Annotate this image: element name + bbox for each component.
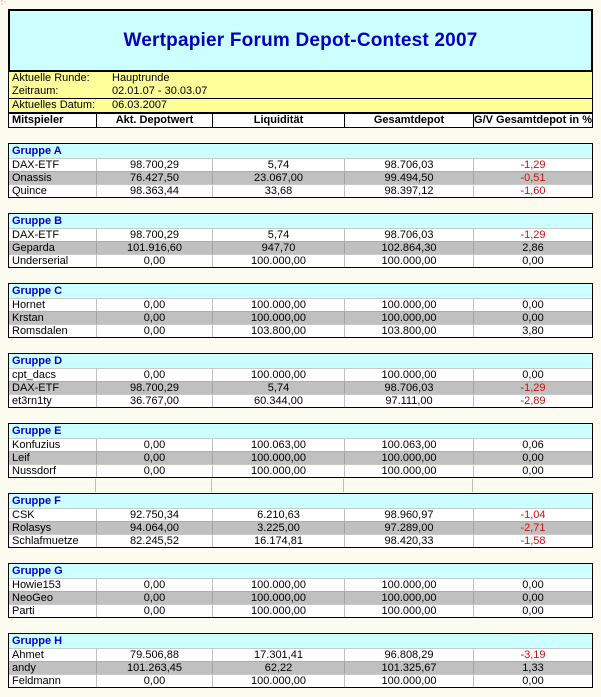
info-label-zeitraum: Zeitraum: xyxy=(12,85,59,97)
cell-liquiditaet: 100.000,00 xyxy=(212,369,344,381)
cell-mitspieler: Rolasys xyxy=(12,522,52,534)
info-box-round xyxy=(8,72,593,99)
cell-gesamtdepot: 99.494,50 xyxy=(344,172,473,184)
info-label-datum: Aktuelles Datum: xyxy=(12,99,96,111)
cell-gesamtdepot: 98.960,97 xyxy=(344,509,473,521)
group-box xyxy=(8,563,593,618)
group-box xyxy=(8,353,593,408)
cell-mitspieler: Quince xyxy=(12,185,47,197)
cell-liquiditaet: 100.000,00 xyxy=(212,592,344,604)
cell-gesamtdepot: 103.800,00 xyxy=(344,325,473,337)
cell-liquiditaet: 100.000,00 xyxy=(212,605,344,617)
cell-akt-depotwert: 79.506,88 xyxy=(96,649,212,661)
group-box xyxy=(8,633,593,688)
cell-gesamtdepot: 98.420,33 xyxy=(344,535,473,547)
cell-liquiditaet: 23.067,00 xyxy=(212,172,344,184)
cell-gesamtdepot: 97.289,00 xyxy=(344,522,473,534)
player-row xyxy=(9,158,592,171)
cell-gesamtdepot: 100.000,00 xyxy=(344,312,473,324)
cell-gesamtdepot: 100.000,00 xyxy=(344,579,473,591)
cell-gv-prozent: -1,58 xyxy=(473,535,592,547)
cell-gesamtdepot: 97.111,00 xyxy=(344,395,473,407)
cell-akt-depotwert: 0,00 xyxy=(96,452,212,464)
cell-gv-prozent: 0,00 xyxy=(473,255,592,267)
cell-akt-depotwert: 0,00 xyxy=(96,299,212,311)
cell-gesamtdepot: 101.325,67 xyxy=(344,662,473,674)
player-row xyxy=(9,368,592,381)
cell-mitspieler: cpt_dacs xyxy=(12,369,57,381)
cell-liquiditaet: 100.063,00 xyxy=(212,439,344,451)
cell-akt-depotwert: 0,00 xyxy=(96,312,212,324)
empty-bordered-row xyxy=(8,478,593,493)
cell-mitspieler: DAX-ETF xyxy=(12,382,60,394)
cell-liquiditaet: 100.000,00 xyxy=(212,579,344,591)
player-row xyxy=(9,674,592,687)
header-akt-depotwert: Akt. Depotwert xyxy=(96,114,212,127)
cell-liquiditaet: 6.210,63 xyxy=(212,509,344,521)
group-title: Gruppe F xyxy=(9,494,592,508)
cell-gesamtdepot: 98.706,03 xyxy=(344,382,473,394)
cell-liquiditaet: 17.301,41 xyxy=(212,649,344,661)
cell-gv-prozent: 1,33 xyxy=(473,662,592,674)
cell-mitspieler: Leif xyxy=(12,452,30,464)
cell-mitspieler: Underserial xyxy=(12,255,69,267)
cell-mitspieler: Howie153 xyxy=(12,579,61,591)
cell-liquiditaet: 100.000,00 xyxy=(212,255,344,267)
cell-mitspieler: DAX-ETF xyxy=(12,229,60,241)
cell-akt-depotwert: 0,00 xyxy=(96,325,212,337)
cell-gv-prozent: 0,00 xyxy=(473,605,592,617)
cell-gesamtdepot: 100.000,00 xyxy=(344,605,473,617)
cell-liquiditaet: 33,68 xyxy=(212,185,344,197)
cell-akt-depotwert: 0,00 xyxy=(96,465,212,477)
cell-mitspieler: andy xyxy=(12,662,36,674)
page-title: Wertpapier Forum Depot-Contest 2007 xyxy=(123,29,478,51)
cell-gv-prozent: -1,29 xyxy=(473,229,592,241)
group-title: Gruppe G xyxy=(9,564,592,578)
cell-akt-depotwert: 98.700,29 xyxy=(96,382,212,394)
player-row xyxy=(9,438,592,451)
cell-gv-prozent: 0,00 xyxy=(473,312,592,324)
cell-akt-depotwert: 0,00 xyxy=(96,439,212,451)
cell-liquiditaet: 100.000,00 xyxy=(212,675,344,687)
player-row xyxy=(9,298,592,311)
cell-gesamtdepot: 100.000,00 xyxy=(344,452,473,464)
spreadsheet xyxy=(8,9,593,688)
cell-akt-depotwert: 101.916,60 xyxy=(96,242,212,254)
cell-akt-depotwert: 0,00 xyxy=(96,605,212,617)
cell-mitspieler: CSK xyxy=(12,509,35,521)
cell-gv-prozent: -1,60 xyxy=(473,185,592,197)
cell-liquiditaet: 100.000,00 xyxy=(212,312,344,324)
cell-gesamtdepot: 100.000,00 xyxy=(344,255,473,267)
cell-gesamtdepot: 100.063,00 xyxy=(344,439,473,451)
player-row xyxy=(9,591,592,604)
info-box-date xyxy=(8,99,593,113)
cell-mitspieler: et3rn1ty xyxy=(12,395,52,407)
cell-gv-prozent: 2,86 xyxy=(473,242,592,254)
player-row xyxy=(9,648,592,661)
cell-mitspieler: Geparda xyxy=(12,242,55,254)
cell-gv-prozent: -1,04 xyxy=(473,509,592,521)
cell-akt-depotwert: 98.363,44 xyxy=(96,185,212,197)
cell-akt-depotwert: 101.263,45 xyxy=(96,662,212,674)
table-header-row xyxy=(8,113,593,128)
group-box xyxy=(8,143,593,198)
player-row xyxy=(9,451,592,464)
cell-gv-prozent: 0,00 xyxy=(473,299,592,311)
cell-gesamtdepot: 100.000,00 xyxy=(344,675,473,687)
info-value-datum: 06.03.2007 xyxy=(112,99,168,111)
player-row xyxy=(9,661,592,674)
cell-gv-prozent: 0,06 xyxy=(473,439,592,451)
player-row xyxy=(9,394,592,407)
title-banner xyxy=(8,9,593,72)
player-row xyxy=(9,228,592,241)
cell-liquiditaet: 16.174,81 xyxy=(212,535,344,547)
cell-akt-depotwert: 98.700,29 xyxy=(96,159,212,171)
player-row xyxy=(9,184,592,197)
group-box xyxy=(8,283,593,338)
cell-gesamtdepot: 100.000,00 xyxy=(344,299,473,311)
cell-akt-depotwert: 0,00 xyxy=(96,675,212,687)
header-liquiditaet: Liquidität xyxy=(212,114,344,127)
info-row-zeitraum xyxy=(9,85,592,98)
cell-akt-depotwert: 0,00 xyxy=(96,579,212,591)
cell-mitspieler: Parti xyxy=(12,605,35,617)
cell-gesamtdepot: 100.000,00 xyxy=(344,369,473,381)
cell-akt-depotwert: 36.767,00 xyxy=(96,395,212,407)
cell-gesamtdepot: 98.706,03 xyxy=(344,229,473,241)
cell-liquiditaet: 5,74 xyxy=(212,229,344,241)
cell-gv-prozent: 3,80 xyxy=(473,325,592,337)
cell-gv-prozent: 0,00 xyxy=(473,579,592,591)
group-box xyxy=(8,423,593,478)
player-row xyxy=(9,534,592,547)
cell-gv-prozent: -1,29 xyxy=(473,159,592,171)
player-row xyxy=(9,464,592,477)
cell-gesamtdepot: 102.864,30 xyxy=(344,242,473,254)
cell-liquiditaet: 103.800,00 xyxy=(212,325,344,337)
cell-mitspieler: Nussdorf xyxy=(12,465,57,477)
cell-akt-depotwert: 0,00 xyxy=(96,592,212,604)
cell-mitspieler: Ahmet xyxy=(12,649,44,661)
player-row xyxy=(9,578,592,591)
player-row xyxy=(9,381,592,394)
cell-mitspieler: NeoGeo xyxy=(12,592,53,604)
cell-mitspieler: Schlafmuetze xyxy=(12,535,79,547)
cell-gesamtdepot: 98.706,03 xyxy=(344,159,473,171)
header-gv-prozent: G/V Gesamtdepot in % xyxy=(474,114,592,126)
cell-gesamtdepot: 100.000,00 xyxy=(344,592,473,604)
info-row-datum xyxy=(9,99,592,112)
info-row-runde xyxy=(9,72,592,85)
cell-gesamtdepot: 100.000,00 xyxy=(344,465,473,477)
group-title: Gruppe H xyxy=(9,634,592,648)
cell-gv-prozent: -0,51 xyxy=(473,172,592,184)
player-row xyxy=(9,324,592,337)
cell-liquiditaet: 100.000,00 xyxy=(212,465,344,477)
cell-mitspieler: Feldmann xyxy=(12,675,61,687)
player-row xyxy=(9,604,592,617)
cell-liquiditaet: 947,70 xyxy=(212,242,344,254)
cell-liquiditaet: 5,74 xyxy=(212,382,344,394)
group-title: Gruppe C xyxy=(9,284,592,298)
cell-liquiditaet: 62,22 xyxy=(212,662,344,674)
cell-gv-prozent: 0,00 xyxy=(473,369,592,381)
cell-akt-depotwert: 94.064,00 xyxy=(96,522,212,534)
cell-gv-prozent: 0,00 xyxy=(473,675,592,687)
cell-gv-prozent: 0,00 xyxy=(473,592,592,604)
cell-gv-prozent: 0,00 xyxy=(473,452,592,464)
screen-corner-artifact xyxy=(1,0,3,2)
player-row xyxy=(9,254,592,267)
cell-mitspieler: Krstan xyxy=(12,312,44,324)
group-title: Gruppe B xyxy=(9,214,592,228)
cell-gesamtdepot: 96.808,29 xyxy=(344,649,473,661)
info-value-runde: Hauptrunde xyxy=(112,72,170,84)
cell-mitspieler: Onassis xyxy=(12,172,52,184)
player-row xyxy=(9,311,592,324)
cell-liquiditaet: 100.000,00 xyxy=(212,299,344,311)
info-value-zeitraum: 02.01.07 - 30.03.07 xyxy=(112,85,208,97)
cell-liquiditaet: 60.344,00 xyxy=(212,395,344,407)
group-title: Gruppe D xyxy=(9,354,592,368)
cell-akt-depotwert: 98.700,29 xyxy=(96,229,212,241)
header-mitspieler: Mitspieler xyxy=(12,114,64,126)
player-row xyxy=(9,241,592,254)
info-label-runde: Aktuelle Runde: xyxy=(12,72,90,84)
cell-gv-prozent: -1,29 xyxy=(473,382,592,394)
cell-liquiditaet: 3.225,00 xyxy=(212,522,344,534)
cell-liquiditaet: 100.000,00 xyxy=(212,452,344,464)
cell-akt-depotwert: 0,00 xyxy=(96,369,212,381)
cell-akt-depotwert: 82.245,52 xyxy=(96,535,212,547)
cell-gv-prozent: -3,19 xyxy=(473,649,592,661)
player-row xyxy=(9,521,592,534)
player-row xyxy=(9,508,592,521)
cell-akt-depotwert: 0,00 xyxy=(96,255,212,267)
group-box xyxy=(8,493,593,548)
cell-mitspieler: Hornet xyxy=(12,299,46,311)
cell-gv-prozent: -2,89 xyxy=(473,395,592,407)
group-title: Gruppe A xyxy=(9,144,592,158)
cell-mitspieler: Romsdalen xyxy=(12,325,68,337)
cell-mitspieler: DAX-ETF xyxy=(12,159,60,171)
cell-mitspieler: Konfuzius xyxy=(12,439,61,451)
cell-akt-depotwert: 76.427,50 xyxy=(96,172,212,184)
player-row xyxy=(9,171,592,184)
header-gesamtdepot: Gesamtdepot xyxy=(344,114,473,127)
group-title: Gruppe E xyxy=(9,424,592,438)
groups xyxy=(8,143,593,688)
cell-liquiditaet: 5,74 xyxy=(212,159,344,171)
cell-gv-prozent: 0,00 xyxy=(473,465,592,477)
group-box xyxy=(8,213,593,268)
cell-gesamtdepot: 98.397,12 xyxy=(344,185,473,197)
cell-akt-depotwert: 92.750,34 xyxy=(96,509,212,521)
cell-gv-prozent: -2,71 xyxy=(473,522,592,534)
